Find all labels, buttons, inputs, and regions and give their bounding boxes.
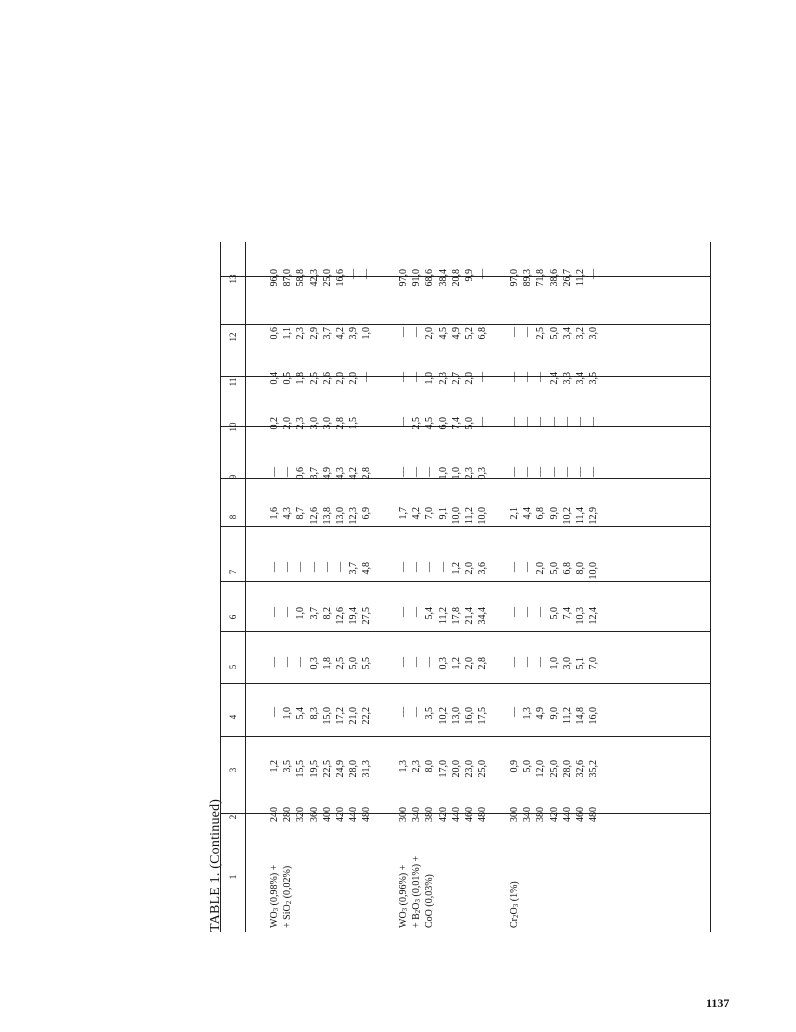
table-cell: — (411, 327, 423, 337)
column-header: 2 (228, 814, 238, 820)
table-cell: 27,5 (361, 607, 373, 625)
composition-label: WO3 (0,96%) + (398, 864, 409, 928)
table-cell: 4,8 (361, 562, 373, 575)
table-cell: 1,1 (282, 327, 294, 340)
table-cell: 3,5 (424, 707, 436, 720)
table-cell: — (398, 607, 409, 617)
table-cell: 5,5 (361, 657, 373, 670)
table-cell: — (561, 417, 573, 427)
table-cell: 0,9 (509, 760, 520, 773)
table-cell: — (509, 607, 520, 617)
table-cell: 6,9 (361, 507, 373, 520)
table-cell: — (535, 372, 547, 382)
table-cell: 3,3 (561, 372, 573, 385)
table-cell: — (548, 417, 560, 427)
table-cell: — (522, 467, 534, 477)
page-number: 1137 (706, 996, 730, 1010)
table-cell: 2,0 (335, 372, 346, 385)
table-cell: 400 (321, 807, 333, 822)
table-cell: 5,0 (548, 327, 560, 340)
table-cell: 4,2 (348, 467, 360, 480)
table-cell: 3,5 (282, 760, 294, 773)
table-cell: 28,0 (348, 760, 360, 778)
table-cell: 2,5 (335, 657, 346, 670)
table-cell: 1,0 (437, 467, 449, 480)
table-cell: 2,4 (548, 372, 560, 385)
table-cell: 12,0 (535, 760, 547, 778)
table-cell: — (548, 467, 560, 477)
table-cell: 460 (464, 807, 475, 822)
table-cell: 16,0 (464, 707, 475, 725)
table-cell: 21,4 (464, 607, 475, 625)
table-cell: 5,4 (295, 707, 307, 720)
table-cell: 340 (411, 807, 423, 822)
table-cell: — (477, 417, 489, 427)
table-cell: 32,6 (575, 760, 586, 778)
table-cell: — (509, 657, 520, 667)
table-cell: 0,4 (269, 372, 280, 385)
table-cell: 2,0 (348, 372, 360, 385)
table-cell: 4,4 (522, 507, 534, 520)
table-cell: 420 (437, 807, 449, 822)
table-cell: — (282, 607, 294, 617)
table-cell: 3,6 (477, 562, 489, 575)
table-cell: 12,4 (588, 607, 600, 625)
table-cell: 2,0 (464, 372, 475, 385)
table-cell: — (361, 269, 373, 279)
table-cell: — (522, 607, 534, 617)
table-cell: 2,0 (464, 657, 475, 670)
table-cell: 2,7 (450, 372, 462, 385)
table-cell: 0,2 (269, 417, 280, 430)
table-cell: 14,8 (575, 707, 586, 725)
table-cell: 4,9 (450, 327, 462, 340)
table-cell: 38,4 (437, 269, 449, 287)
table-cell: — (509, 707, 520, 717)
table-cell: 4,9 (321, 467, 333, 480)
table-cell: 16,0 (588, 707, 600, 725)
table-cell: 480 (588, 807, 600, 822)
table-cell: 1,7 (398, 507, 409, 520)
table-cell: 11,4 (575, 507, 586, 525)
table-cell: 13,8 (321, 507, 333, 525)
table-cell: 4,2 (411, 507, 423, 520)
table-bottom-rule (710, 242, 711, 932)
table-cell: 2,0 (282, 417, 294, 430)
table-cell: 25,0 (548, 760, 560, 778)
table-cell: 19,5 (308, 760, 320, 778)
table-cell: — (398, 327, 409, 337)
table-cell: — (424, 657, 436, 667)
table-cell: 7,0 (588, 657, 600, 670)
table-cell: — (477, 269, 489, 279)
table-cell: — (588, 269, 600, 279)
table-cell: 58,8 (295, 269, 307, 287)
table-cell: 2,3 (295, 417, 307, 430)
table-cell: 91,0 (411, 269, 423, 287)
table-cell: 4,9 (535, 707, 547, 720)
table-cell: 17,0 (437, 760, 449, 778)
column-header: 6 (228, 614, 238, 620)
table-cell: — (335, 562, 346, 572)
table-cell: 3,5 (588, 372, 600, 385)
table-cell: 1,3 (522, 707, 534, 720)
table-cell: 21,0 (348, 707, 360, 725)
table-cell: 1,6 (269, 507, 280, 520)
table-cell: 1,0 (295, 607, 307, 620)
table-cell: — (477, 372, 489, 382)
table-cell: — (398, 707, 409, 717)
table-cell: 5,4 (424, 607, 436, 620)
table-cell: 42,3 (308, 269, 320, 287)
table-cell: 9,0 (548, 507, 560, 520)
table-cell: — (522, 562, 534, 572)
table-cell: 3,4 (561, 327, 573, 340)
table-cell: 3,7 (308, 607, 320, 620)
table-cell: 2,8 (477, 657, 489, 670)
table-cell: 96,0 (269, 269, 280, 287)
table-cell: 0,6 (295, 467, 307, 480)
table-cell: 20,0 (450, 760, 462, 778)
table-cell: 71,8 (535, 269, 547, 287)
table-cell: — (282, 657, 294, 667)
table-cell: 4,5 (424, 417, 436, 430)
table-cell: 26,7 (561, 269, 573, 287)
table-cell: 8,3 (308, 707, 320, 720)
table-cell: — (321, 562, 333, 572)
table-cell: 8,2 (321, 607, 333, 620)
table-cell: 2,3 (411, 760, 423, 773)
table-cell: 440 (348, 807, 360, 822)
table-cell: 2,6 (321, 372, 333, 385)
table-cell: 9,9 (464, 269, 475, 282)
table-cell: 15,5 (295, 760, 307, 778)
table-cell: 24,9 (335, 760, 346, 778)
table-cell: — (509, 372, 520, 382)
table-cell: 1,2 (450, 562, 462, 575)
table-cell: 10,2 (561, 507, 573, 525)
table-cell: 420 (335, 807, 346, 822)
table-cell: 5,0 (464, 417, 475, 430)
table-cell: — (411, 562, 423, 572)
table-cell: 10,2 (437, 707, 449, 725)
table-cell: — (282, 467, 294, 477)
table-cell: 13,0 (450, 707, 462, 725)
table-cell: — (561, 467, 573, 477)
table-cell: — (509, 467, 520, 477)
column-header: 7 (228, 569, 238, 575)
table-cell: 300 (509, 807, 520, 822)
table-cell: 6,8 (561, 562, 573, 575)
table-cell: 6,0 (437, 417, 449, 430)
table-cell: 12,6 (335, 607, 346, 625)
table-cell: 12,6 (308, 507, 320, 525)
table-cell: 0,6 (269, 327, 280, 340)
table-cell: — (522, 657, 534, 667)
table-cell: — (509, 417, 520, 427)
table-cell: 5,2 (464, 327, 475, 340)
composition-label: Cr2O3 (1%) (509, 881, 520, 928)
table-cell: 6,8 (477, 327, 489, 340)
column-header: 3 (228, 767, 238, 773)
table-cell: 0,5 (282, 372, 294, 385)
table-cell: 0,3 (477, 467, 489, 480)
table-cell: 13,0 (335, 507, 346, 525)
table-cell: 1,0 (424, 372, 436, 385)
table-cell: 89,3 (522, 269, 534, 287)
table-cell: — (411, 607, 423, 617)
table-cell: 2,3 (464, 467, 475, 480)
table-cell: 7,4 (561, 607, 573, 620)
table-cell: — (282, 562, 294, 572)
table-cell: 2,8 (361, 467, 373, 480)
table-cell: 3,2 (575, 327, 586, 340)
table-cell: 1,5 (348, 417, 360, 430)
table-cell: 3,0 (308, 417, 320, 430)
table-cell: 2,9 (308, 327, 320, 340)
table-cell: — (398, 657, 409, 667)
table-cell: — (588, 467, 600, 477)
table-cell: 420 (548, 807, 560, 822)
table-cell: 5,0 (522, 760, 534, 773)
table-cell: 3,9 (348, 327, 360, 340)
table-cell: 5,0 (548, 562, 560, 575)
table-cell: 340 (522, 807, 534, 822)
table-cell: 360 (308, 807, 320, 822)
table-cell: — (411, 467, 423, 477)
column-header: 4 (228, 714, 238, 720)
table-cell: 22,5 (321, 760, 333, 778)
table-cell: 2,5 (535, 327, 547, 340)
column-header: 9 (228, 474, 238, 480)
table-cell: — (411, 707, 423, 717)
table-cell: 2,3 (437, 372, 449, 385)
table-cell: — (411, 372, 423, 382)
table-cell: 17,2 (335, 707, 346, 725)
table-cell: — (398, 562, 409, 572)
table-cell: — (411, 657, 423, 667)
table-cell: 480 (477, 807, 489, 822)
table-cell: 22,2 (361, 707, 373, 725)
table-cell: — (437, 562, 449, 572)
table-cell: — (269, 707, 280, 717)
column-divider (220, 324, 710, 325)
table-cell: 25,0 (321, 269, 333, 287)
table-cell: 12,9 (588, 507, 600, 525)
table-cell: 7,0 (424, 507, 436, 520)
table-cell: 460 (575, 807, 586, 822)
table-cell: — (398, 467, 409, 477)
table-cell: 9,0 (548, 707, 560, 720)
table-cell: 1,0 (361, 327, 373, 340)
table-cell: 25,0 (477, 760, 489, 778)
table-cell: 11,2 (561, 707, 573, 725)
table-cell: 4,3 (335, 467, 346, 480)
table-cell: 3,7 (308, 467, 320, 480)
table-cell: 19,4 (348, 607, 360, 625)
table-cell: 17,5 (477, 707, 489, 725)
table-cell: 240 (269, 807, 280, 822)
table-cell: 2,8 (335, 417, 346, 430)
table-cell: 12,3 (348, 507, 360, 525)
table-cell: 68,6 (424, 269, 436, 287)
column-header: 5 (228, 664, 238, 670)
table-cell: 3,7 (321, 327, 333, 340)
table-cell: 1,0 (548, 657, 560, 670)
table-cell: 380 (535, 807, 547, 822)
table-cell: 2,0 (535, 562, 547, 575)
table-cell: 10,0 (588, 562, 600, 580)
table-cell: 28,0 (561, 760, 573, 778)
table-cell: 1,0 (282, 707, 294, 720)
table-cell: 440 (450, 807, 462, 822)
table-cell: 2,0 (464, 562, 475, 575)
table-cell: — (269, 657, 280, 667)
table-cell: 11,2 (464, 507, 475, 525)
table-cell: 87,0 (282, 269, 294, 287)
table-cell: 4,5 (437, 327, 449, 340)
column-header: 13 (228, 274, 238, 284)
table-cell: — (535, 657, 547, 667)
table-cell: 2,5 (411, 417, 423, 430)
table-cell: 10,0 (477, 507, 489, 525)
table-cell: — (269, 467, 280, 477)
table-cell: — (588, 417, 600, 427)
table-cell: 15,0 (321, 707, 333, 725)
column-header: 12 (228, 332, 238, 342)
table-cell: 1,8 (295, 372, 307, 385)
table-cell: — (361, 372, 373, 382)
table-cell: 23,0 (464, 760, 475, 778)
table-cell: 97,0 (398, 269, 409, 287)
table-cell: — (535, 467, 547, 477)
table-cell: 1,2 (450, 657, 462, 670)
table-cell: — (295, 562, 307, 572)
table-cell: 5,0 (548, 607, 560, 620)
table-cell: 440 (561, 807, 573, 822)
table-cell: 300 (398, 807, 409, 822)
table-cell: 2,5 (308, 372, 320, 385)
table-cell: 3,0 (561, 657, 573, 670)
table-cell: 7,4 (450, 417, 462, 430)
table-cell: 9,1 (437, 507, 449, 520)
table-cell: 2,1 (509, 507, 520, 520)
column-header: 10 (228, 422, 238, 432)
table-cell: 97,0 (509, 269, 520, 287)
table-cell: 480 (361, 807, 373, 822)
table-cell: 38,6 (548, 269, 560, 287)
table-cell: 1,0 (450, 467, 462, 480)
table-cell: — (269, 562, 280, 572)
table-cell: 4,2 (335, 327, 346, 340)
column-header: 1 (228, 874, 238, 880)
table-cell: 34,4 (477, 607, 489, 625)
table-cell: — (575, 467, 586, 477)
table-cell: 31,3 (361, 760, 373, 778)
table-cell: 280 (282, 807, 294, 822)
table-cell: 11,2 (437, 607, 449, 625)
table-cell: 8,7 (295, 507, 307, 520)
table-cell: — (522, 372, 534, 382)
table-title: TABLE 1. (Continued) (208, 798, 223, 932)
table-cell: 5,1 (575, 657, 586, 670)
table-cell: — (522, 327, 534, 337)
table-cell: 2,0 (424, 327, 436, 340)
table-cell: — (424, 467, 436, 477)
table-cell: 1,8 (321, 657, 333, 670)
table-cell: 6,8 (535, 507, 547, 520)
table-cell: — (295, 657, 307, 667)
table-cell: 8,0 (424, 760, 436, 773)
table-cell: 11,2 (575, 269, 586, 287)
table-cell: — (398, 372, 409, 382)
table-cell: 0,3 (308, 657, 320, 670)
table-cell: 10,3 (575, 607, 586, 625)
table-cell: 4,3 (282, 507, 294, 520)
table-cell: 320 (295, 807, 307, 822)
table-cell: 10,0 (450, 507, 462, 525)
table-cell: 3,0 (321, 417, 333, 430)
table-cell: 5,0 (348, 657, 360, 670)
table-cell: 1,3 (398, 760, 409, 773)
composition-label: WO3 (0,98%) + (269, 864, 280, 928)
table-cell: 3,4 (575, 372, 586, 385)
table-cell: — (398, 417, 409, 427)
header-rule (245, 242, 246, 932)
table-cell: 20,8 (450, 269, 462, 287)
table-cell: 0,3 (437, 657, 449, 670)
table-top-rule (220, 242, 221, 932)
table-cell: — (535, 607, 547, 617)
composition-label: CoO (0,03%) (424, 874, 435, 928)
table-cell: — (535, 417, 547, 427)
table-cell: 2,3 (295, 327, 307, 340)
composition-label: + SiO2 (0,02%) (282, 865, 293, 928)
table-cell: 16,6 (335, 269, 346, 287)
column-header: 8 (228, 514, 238, 520)
table-cell: — (509, 562, 520, 572)
table-cell: 17,8 (450, 607, 462, 625)
table-cell: 3,0 (588, 327, 600, 340)
table-cell: 8,0 (575, 562, 586, 575)
table-cell: 1,2 (269, 760, 280, 773)
table-cell: — (348, 269, 360, 279)
table-cell: 3,7 (348, 562, 360, 575)
column-header: 11 (228, 377, 238, 387)
table-cell: — (575, 417, 586, 427)
table-cell: — (509, 327, 520, 337)
table-cell: — (522, 417, 534, 427)
table-cell: — (424, 562, 436, 572)
table-cell: — (308, 562, 320, 572)
table-cell: 380 (424, 807, 436, 822)
table-cell: 35,2 (588, 760, 600, 778)
composition-label: + B2O3 (0,01%) + (411, 855, 422, 928)
table-cell: — (269, 607, 280, 617)
